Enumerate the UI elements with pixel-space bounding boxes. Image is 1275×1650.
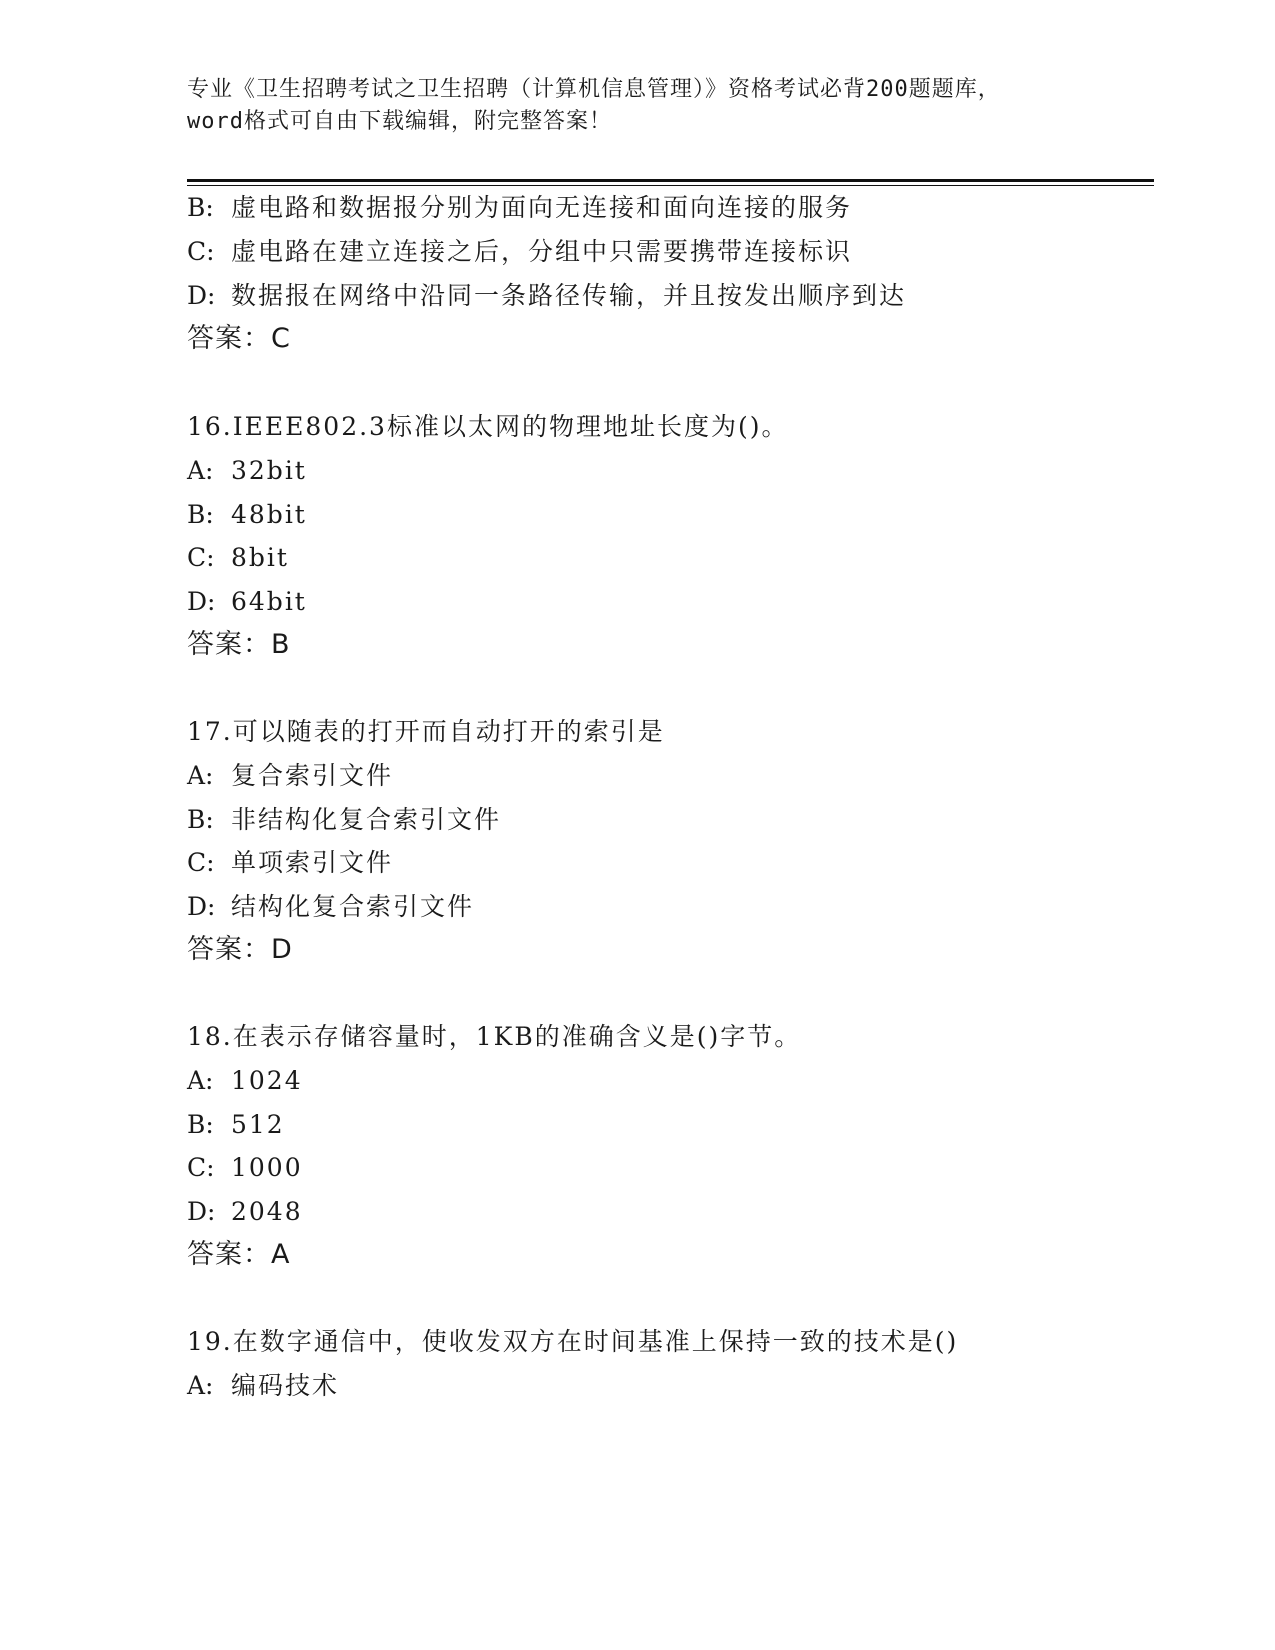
option-label: D: xyxy=(187,892,216,921)
option-label: B: xyxy=(187,500,214,529)
option-label: C: xyxy=(187,848,215,877)
q15-option-b xyxy=(187,191,852,225)
option-text: 32bit xyxy=(231,456,307,485)
option-text: 512 xyxy=(231,1110,285,1139)
option-label: D: xyxy=(187,1197,216,1226)
option-label: A: xyxy=(187,1371,214,1400)
header-title-line-2: word格式可自由下载编辑，附完整答案！ xyxy=(187,109,612,134)
option-label: B: xyxy=(187,193,214,222)
option-text: 8bit xyxy=(231,543,289,572)
option-label: A: xyxy=(187,761,214,790)
q16-answer: 答案：B xyxy=(187,629,291,660)
q16-option-c xyxy=(187,541,289,575)
q19-option-a xyxy=(187,1369,339,1403)
q18-option-b xyxy=(187,1108,285,1142)
q16-option-a xyxy=(187,454,307,488)
q17-stem: 17.可以随表的打开而自动打开的索引是 xyxy=(187,717,665,746)
q17-option-c xyxy=(187,846,393,880)
q18-stem: 18.在表示存储容量时，1KB的准确含义是()字节。 xyxy=(187,1022,802,1051)
option-text: 1000 xyxy=(231,1153,303,1182)
q18-option-c xyxy=(187,1151,303,1185)
q15-option-c xyxy=(187,235,852,269)
option-label: D: xyxy=(187,281,216,310)
option-text: 虚电路在建立连接之后，分组中只需要携带连接标识 xyxy=(231,237,853,266)
option-text: 1024 xyxy=(231,1066,303,1095)
header-divider-thick xyxy=(187,179,1154,182)
q16-option-d xyxy=(187,585,307,619)
option-label: C: xyxy=(187,237,215,266)
option-text: 结构化复合索引文件 xyxy=(231,892,475,921)
q16-option-b xyxy=(187,498,307,532)
option-label: C: xyxy=(187,543,215,572)
option-label: A: xyxy=(187,456,214,485)
option-text: 虚电路和数据报分别为面向无连接和面向连接的服务 xyxy=(231,193,853,222)
q17-option-a xyxy=(187,759,393,793)
q15-answer: 答案：C xyxy=(187,323,291,354)
document-header xyxy=(187,74,1107,138)
option-text: 64bit xyxy=(231,587,307,616)
q19-stem: 19.在数字通信中，使收发双方在时间基准上保持一致的技术是() xyxy=(187,1327,959,1356)
option-label: A: xyxy=(187,1066,214,1095)
option-text: 非结构化复合索引文件 xyxy=(231,805,502,834)
option-text: 数据报在网络中沿同一条路径传输，并且按发出顺序到达 xyxy=(231,281,907,310)
option-text: 单项索引文件 xyxy=(231,848,394,877)
q16-stem: 16.IEEE802.3标准以太网的物理地址长度为()。 xyxy=(187,412,789,441)
option-label: D: xyxy=(187,587,216,616)
q18-answer: 答案：A xyxy=(187,1239,291,1270)
header-title-line-1: 专业《卫生招聘考试之卫生招聘（计算机信息管理）》资格考试必背200题题库， xyxy=(187,77,1001,102)
q18-option-d xyxy=(187,1195,303,1229)
q17-answer: 答案：D xyxy=(187,934,293,965)
q15-option-d xyxy=(187,279,906,313)
option-text: 2048 xyxy=(231,1197,303,1226)
option-label: C: xyxy=(187,1153,215,1182)
option-text: 编码技术 xyxy=(231,1371,340,1400)
q18-option-a xyxy=(187,1064,303,1098)
option-label: B: xyxy=(187,1110,214,1139)
option-text: 48bit xyxy=(231,500,307,529)
option-text: 复合索引文件 xyxy=(231,761,394,790)
option-label: B: xyxy=(187,805,214,834)
header-divider-thin xyxy=(187,185,1154,186)
q17-option-d xyxy=(187,890,474,924)
q17-option-b xyxy=(187,803,501,837)
